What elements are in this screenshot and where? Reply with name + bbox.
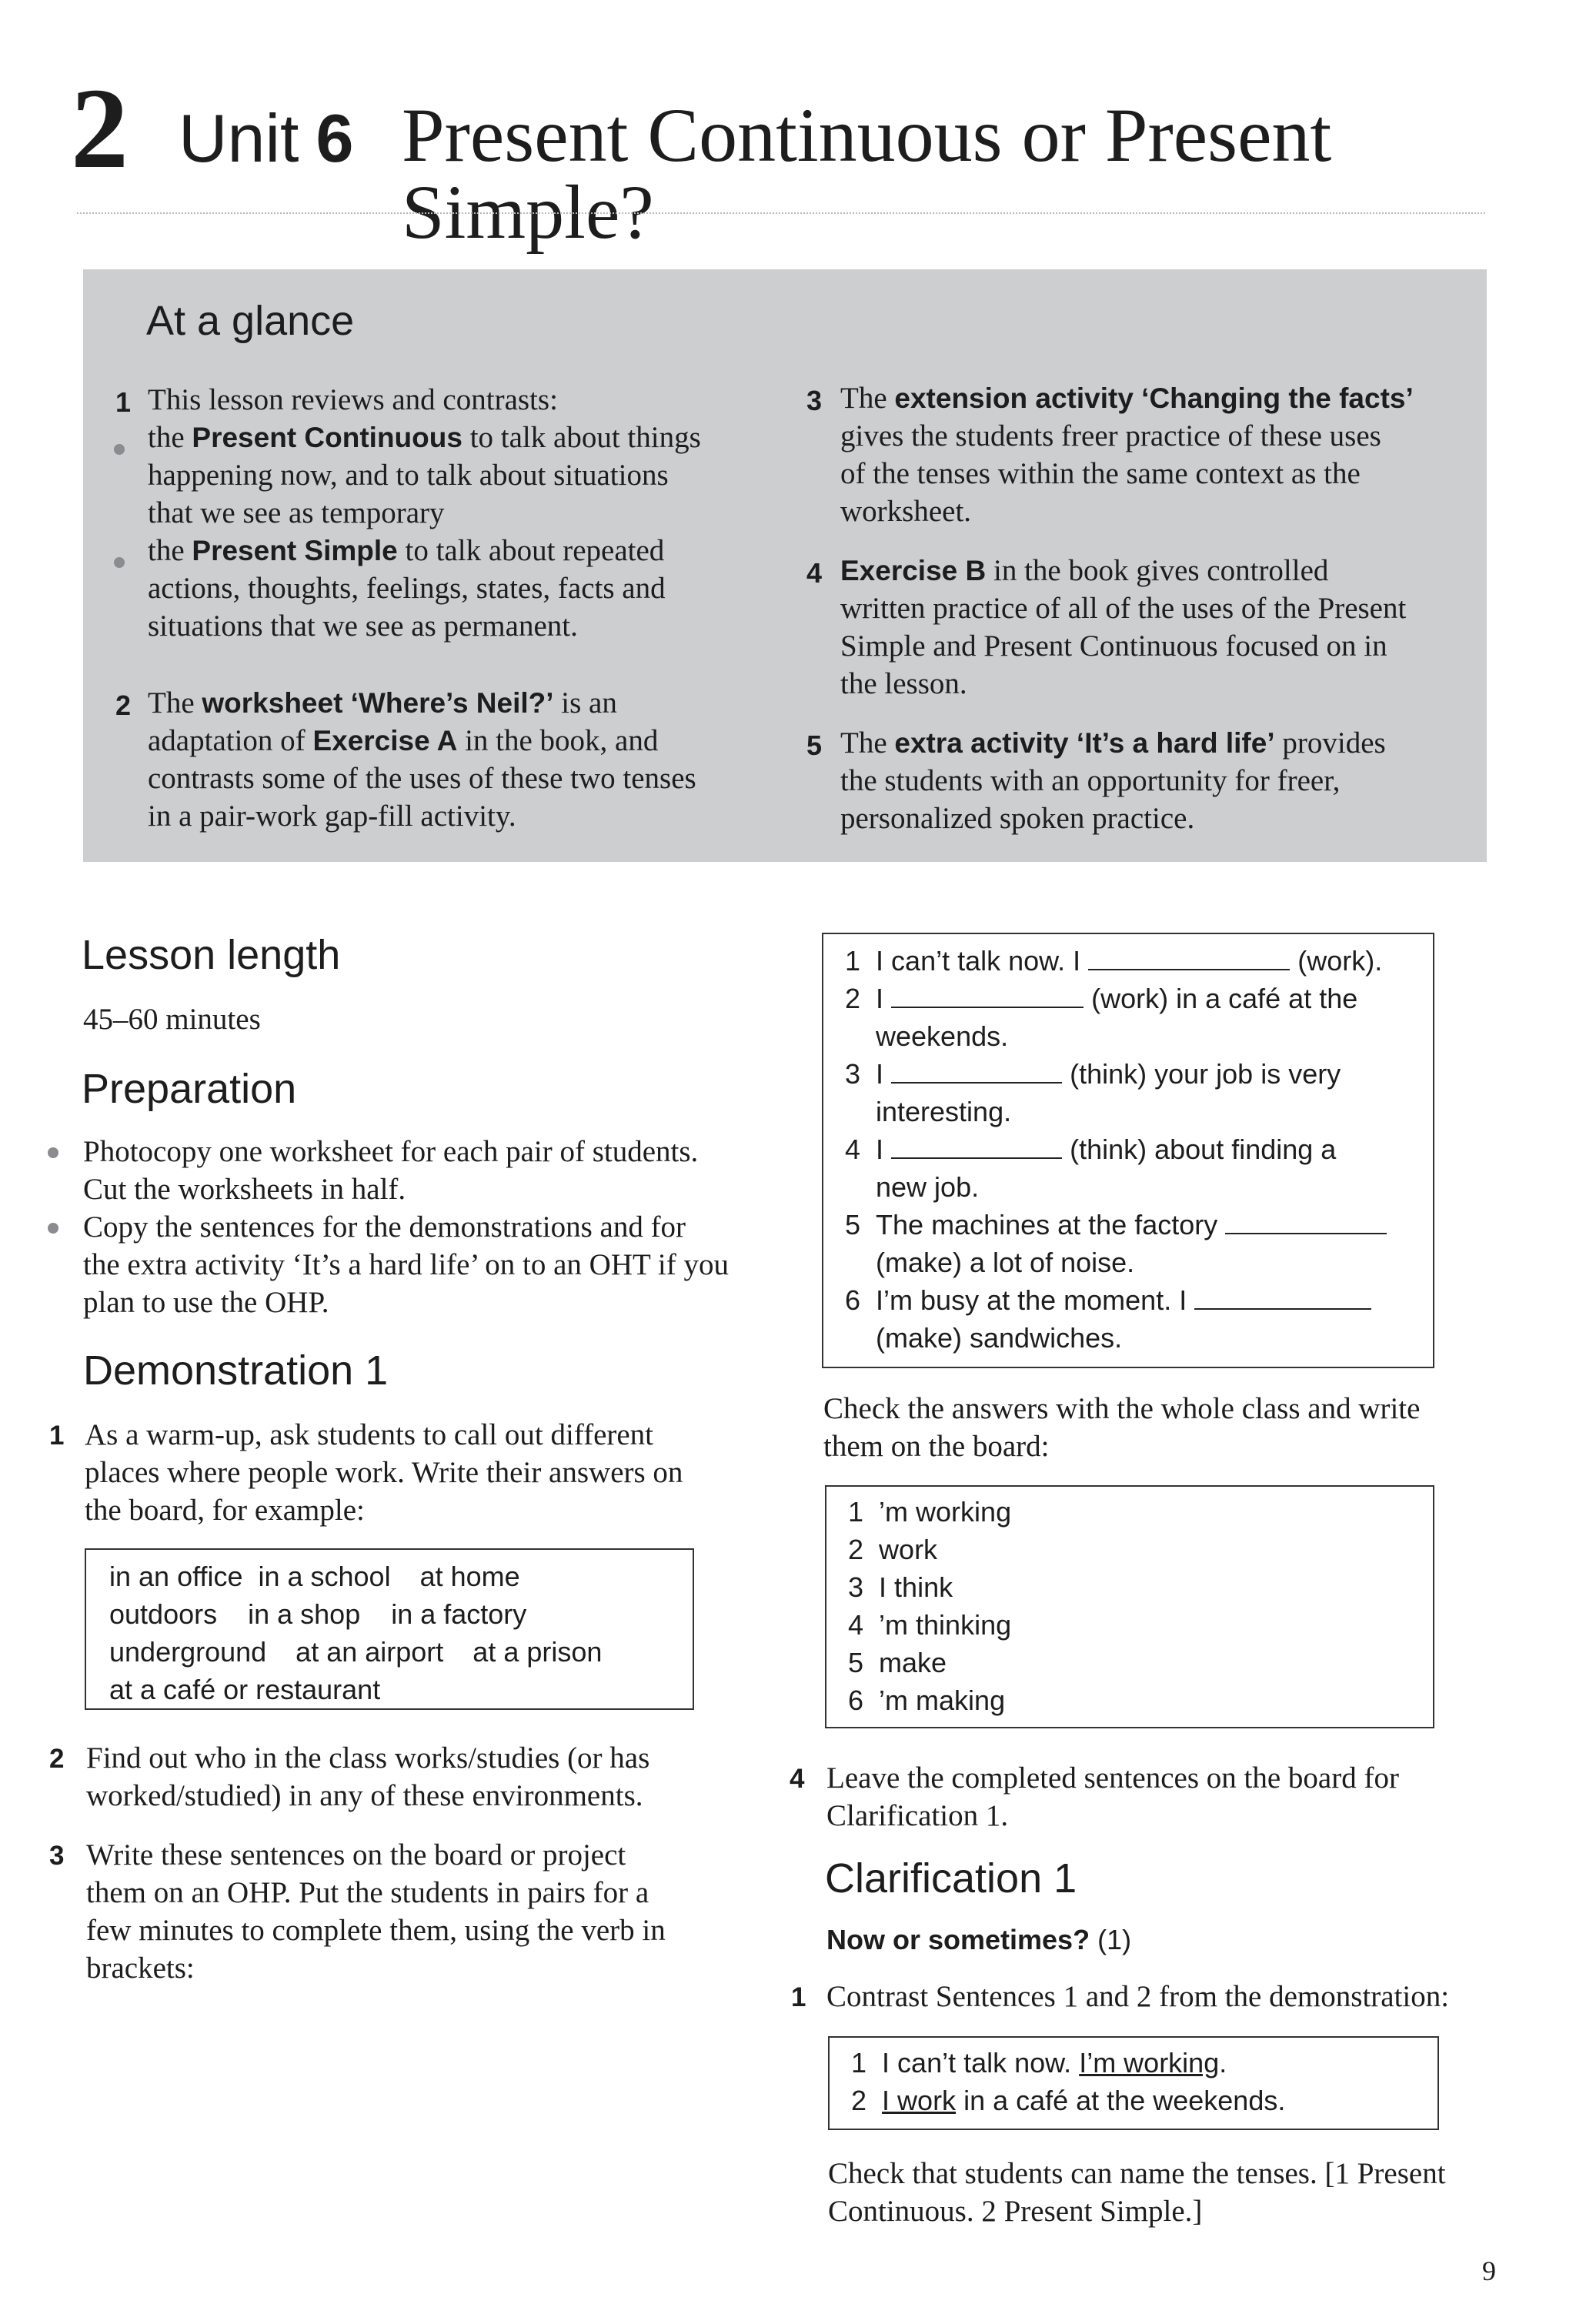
answer-item	[848, 1681, 1433, 1719]
glance-text: Simple and Present Continuous focused on in	[840, 629, 1387, 663]
contrast-text: I can’t talk now.	[882, 2047, 1080, 2079]
clarification-subheading	[826, 1924, 1131, 1956]
subheading-number: (1)	[1090, 1924, 1132, 1955]
step-text: Write these sentences on the board or project	[86, 1838, 626, 1872]
glance-item-number: 2	[115, 690, 132, 721]
gap-blank	[1194, 1285, 1371, 1310]
clarification-heading: Clarification 1	[825, 1855, 1077, 1902]
glance-text: actions, thoughts, feelings, states, facts and	[148, 572, 666, 605]
exercise-text: (think) about finding a	[1070, 1134, 1337, 1165]
bullet-dot	[48, 1223, 58, 1234]
glance-bullet-1-line1	[148, 419, 701, 456]
demonstration-step-4	[826, 1759, 1399, 1835]
glance-bold-term: extra activity ‘It’s a hard life’	[894, 727, 1275, 759]
exercise-item-1	[845, 942, 1430, 980]
prep-text: Copy the sentences for the demonstrations and for	[83, 1210, 686, 1244]
at-a-glance-panel	[83, 269, 1487, 862]
contrast-text: .	[1219, 2047, 1227, 2079]
glance-item-1	[148, 381, 701, 645]
glance-text: the	[148, 421, 192, 454]
exercise-item-6	[845, 1281, 1430, 1319]
gap-blank	[891, 983, 1084, 1008]
glance-text: worksheet.	[840, 495, 972, 528]
contrast-item-2	[851, 2082, 1437, 2119]
demonstration-step-2	[86, 1739, 649, 1815]
glance-bold-term: worksheet ‘Where’s Neil?’	[202, 687, 554, 719]
places-box	[85, 1548, 694, 1710]
answer-number: 2	[848, 1534, 864, 1565]
exercise-item-2	[845, 980, 1430, 1017]
glance-item-number: 4	[806, 557, 823, 589]
place-item: in a factory	[391, 1598, 527, 1630]
glance-text: in the book, and	[457, 724, 659, 757]
demonstration-step-3	[86, 1836, 666, 1987]
unit-label	[179, 100, 354, 176]
exercise-item-4	[845, 1130, 1430, 1168]
glance-bold-term: Present Continuous	[192, 422, 462, 453]
glance-bold-term: extension activity ‘Changing the facts’	[894, 382, 1414, 414]
place-item: in a school	[258, 1561, 391, 1592]
gap-blank	[891, 1134, 1062, 1159]
contrast-underlined: I’m working	[1079, 2047, 1220, 2079]
glance-bold-term: Present Simple	[192, 535, 398, 566]
glance-text: happening now, and to talk about situations	[148, 459, 669, 492]
glance-item-4	[840, 552, 1406, 703]
glance-text: situations that we see as permanent.	[148, 609, 578, 643]
contrast-box	[828, 2036, 1439, 2130]
exercise-number: 3	[845, 1058, 861, 1090]
glance-item-number: 3	[806, 385, 823, 416]
exercise-text: I	[876, 983, 884, 1014]
glance-text: The	[840, 726, 895, 760]
preparation-bullet-2	[83, 1208, 729, 1321]
exercise-text: (make) sandwiches.	[876, 1322, 1123, 1354]
answer-text: make	[879, 1647, 947, 1678]
glance-text: is an	[553, 686, 617, 720]
body-text: them on the board:	[823, 1430, 1050, 1463]
place-item: underground	[109, 1636, 267, 1668]
exercise-item-3	[845, 1055, 1430, 1093]
contrast-number: 2	[851, 2085, 867, 2116]
answer-item	[848, 1606, 1433, 1644]
preparation-heading: Preparation	[82, 1066, 297, 1112]
step-text: As a warm-up, ask students to call out different	[85, 1418, 654, 1451]
glance-text: This lesson reviews and contrasts:	[148, 383, 558, 416]
answer-number: 1	[848, 1496, 864, 1528]
place-item: at an airport	[296, 1636, 444, 1668]
step-text: Clarification 1.	[826, 1799, 1009, 1832]
step-number: 3	[49, 1841, 65, 1871]
glance-text: in the book gives controlled	[986, 554, 1329, 587]
answer-item	[848, 1644, 1433, 1681]
glance-text: the	[148, 534, 192, 567]
answer-number: 3	[848, 1571, 864, 1603]
places-row	[109, 1671, 693, 1708]
step-text: worked/studied) in any of these environments.	[86, 1779, 643, 1812]
answer-text: work	[879, 1534, 938, 1565]
exercise-text: I	[876, 1058, 884, 1090]
place-item: at a prison	[472, 1636, 603, 1668]
glance-text: the students with an opportunity for freer,	[840, 764, 1341, 797]
place-item: at a café or restaurant	[109, 1674, 381, 1705]
glance-text: personalized spoken practice.	[840, 802, 1195, 835]
unit-word: Unit	[179, 100, 299, 176]
clarification-after-text	[828, 2155, 1446, 2230]
contrast-item-1	[851, 2044, 1437, 2082]
step-text: the board, for example:	[85, 1494, 365, 1527]
lesson-length-value: 45–60 minutes	[83, 1003, 261, 1036]
step-number: 4	[790, 1764, 805, 1794]
glance-item-3	[840, 379, 1414, 530]
place-item: at home	[419, 1561, 520, 1592]
exercise-list	[845, 942, 1430, 1357]
bullet-dot	[114, 444, 125, 455]
glance-left-column	[83, 269, 776, 862]
exercise-text: interesting.	[876, 1096, 1012, 1127]
exercise-number: 2	[845, 983, 861, 1014]
place-item: in an office	[109, 1561, 243, 1592]
glance-text: gives the students freer practice of these uses	[840, 419, 1381, 452]
exercise-text: weekends.	[876, 1020, 1009, 1052]
glance-bold-term: Exercise B	[840, 555, 987, 586]
exercise-number: 6	[845, 1284, 861, 1316]
answer-text: I think	[879, 1571, 953, 1603]
place-item: outdoors	[109, 1598, 218, 1630]
answer-item	[848, 1493, 1433, 1531]
glance-text: The	[148, 686, 202, 720]
step-text: few minutes to complete them, using the verb in	[86, 1914, 666, 1947]
preparation-bullet-1	[83, 1133, 698, 1208]
exercise-number: 1	[845, 945, 861, 977]
glance-bold-term: Exercise A	[312, 725, 458, 756]
page-number: 9	[1482, 2256, 1496, 2286]
page-title: Present Continuous or Present Simple?	[402, 92, 1332, 255]
prep-text: Photocopy one worksheet for each pair of students.	[83, 1135, 699, 1168]
contrast-number: 1	[851, 2047, 867, 2079]
body-text: Continuous. 2 Present Simple.]	[828, 2195, 1203, 2228]
step-number: 1	[791, 1982, 806, 2012]
exercise-number: 4	[845, 1134, 861, 1165]
gap-blank	[891, 1059, 1062, 1084]
clarification-step-1: Contrast Sentences 1 and 2 from the demonstration:	[826, 1980, 1450, 2013]
glance-text: that we see as temporary	[148, 496, 445, 529]
exercise-text: I can’t talk now. I	[876, 945, 1081, 977]
page-header	[71, 65, 1533, 255]
exercise-text: I	[876, 1134, 884, 1165]
unit-number: 6	[316, 100, 354, 176]
answer-text: ’m working	[879, 1496, 1012, 1528]
step-text: places where people work. Write their answers on	[85, 1456, 683, 1489]
subheading-bold: Now or sometimes?	[826, 1924, 1090, 1955]
answers-box	[825, 1485, 1434, 1728]
body-text: Check that students can name the tenses. [1 Present	[828, 2157, 1446, 2190]
answer-text: ’m making	[879, 1685, 1006, 1716]
prep-text: the extra activity ‘It’s a hard life’ on to an OHT if you	[83, 1248, 729, 1281]
glance-text: written practice of all of the uses of the Present	[840, 592, 1407, 625]
places-row	[109, 1558, 693, 1595]
glance-right-column	[806, 269, 1487, 862]
at-a-glance-heading: At a glance	[146, 298, 355, 344]
glance-item-number: 5	[806, 730, 823, 761]
place-item: in a shop	[248, 1598, 361, 1630]
exercise-box	[822, 933, 1434, 1368]
places-row	[109, 1633, 693, 1671]
header-divider	[77, 212, 1485, 214]
prep-text: Cut the worksheets in half.	[83, 1173, 406, 1206]
step-number: 2	[49, 1744, 65, 1774]
exercise-text: (think) your job is very	[1070, 1058, 1341, 1090]
check-answers-text	[823, 1390, 1420, 1465]
exercise-text: (make) a lot of noise.	[876, 1247, 1135, 1278]
glance-text: contrasts some of the uses of these two tenses	[148, 762, 696, 795]
demonstration-step-1	[85, 1416, 683, 1529]
answer-number: 4	[848, 1609, 864, 1641]
gap-blank	[1088, 946, 1290, 970]
step-text: Find out who in the class works/studies (or has	[86, 1741, 650, 1775]
prep-text: plan to use the OHP.	[83, 1286, 329, 1319]
exercise-text: (work) in a café at the	[1091, 983, 1358, 1014]
glance-item-5	[840, 724, 1386, 837]
glance-text: adaptation of	[148, 724, 313, 757]
exercise-text: The machines at the factory	[876, 1209, 1218, 1240]
answer-item	[848, 1531, 1433, 1568]
glance-bullet-2-line1	[148, 532, 701, 569]
glance-text: the lesson.	[840, 667, 967, 700]
glance-text: to talk about things	[462, 421, 701, 454]
contrast-text: in a café at the weekends.	[956, 2085, 1286, 2116]
exercise-text: (work).	[1297, 945, 1383, 977]
exercise-text: I’m busy at the moment. I	[876, 1284, 1187, 1316]
exercise-text: new job.	[876, 1171, 980, 1203]
chapter-number: 2	[71, 65, 129, 192]
contrast-underlined: I work	[882, 2085, 957, 2116]
body-text: Check the answers with the whole class and write	[823, 1392, 1421, 1425]
bullet-dot	[48, 1147, 58, 1158]
bullet-dot	[114, 557, 125, 568]
step-text: brackets:	[86, 1952, 195, 1985]
lesson-length-heading: Lesson length	[82, 932, 341, 978]
step-number: 1	[49, 1421, 65, 1451]
step-text: Leave the completed sentences on the board for	[826, 1761, 1399, 1795]
exercise-item-5	[845, 1206, 1430, 1244]
step-text: them on an OHP. Put the students in pairs for a	[86, 1876, 649, 1909]
answer-number: 5	[848, 1647, 864, 1678]
glance-text: to talk about repeated	[397, 534, 665, 567]
glance-text: of the tenses within the same context as the	[840, 457, 1361, 490]
gap-blank	[1225, 1210, 1387, 1234]
answer-text: ’m thinking	[879, 1609, 1012, 1641]
answer-number: 6	[848, 1685, 864, 1716]
glance-text: The	[840, 382, 895, 415]
glance-item-2	[148, 684, 696, 835]
glance-text: provides	[1274, 726, 1386, 760]
answer-item	[848, 1568, 1433, 1606]
exercise-number: 5	[845, 1209, 861, 1240]
glance-text: in a pair-work gap-fill activity.	[148, 800, 516, 833]
demonstration-heading: Demonstration 1	[83, 1347, 389, 1394]
glance-item-number: 1	[115, 386, 132, 418]
places-row	[109, 1595, 693, 1633]
